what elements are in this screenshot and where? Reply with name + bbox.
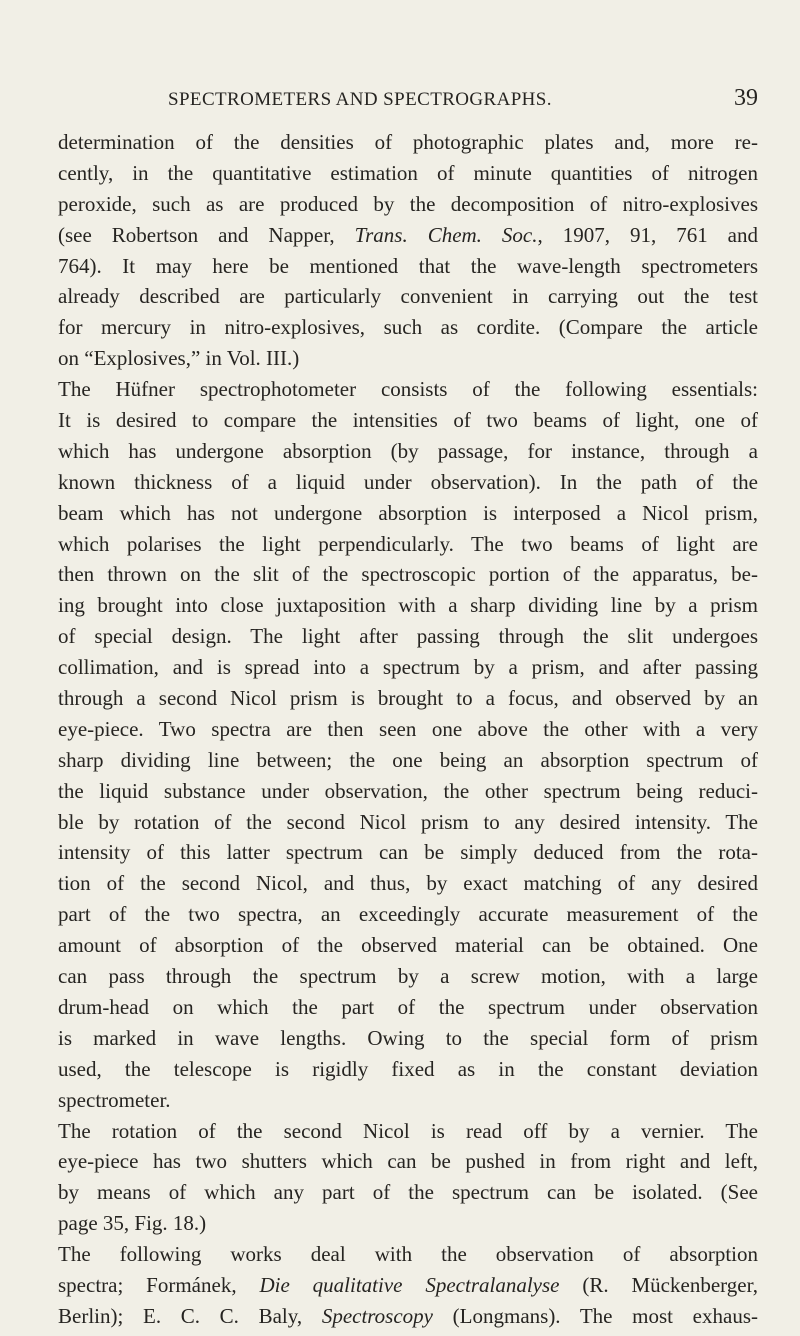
text-line — [58, 374, 758, 405]
italic-text: Trans. Chem. Soc. — [354, 222, 538, 247]
text-line — [58, 189, 758, 220]
text-segment: part of the two spectra, an exceedingly accurate measurement of the — [58, 902, 758, 927]
text-line — [58, 467, 758, 498]
text-line — [58, 1146, 758, 1177]
text-segment: Berlin); E. C. C. Baly, — [58, 1303, 322, 1328]
italic-text: Spectroscopy — [321, 1303, 433, 1328]
text-line — [58, 745, 758, 776]
text-line — [58, 1085, 758, 1116]
text-line — [58, 1023, 758, 1054]
text-segment: (R. Mückenberger, — [559, 1272, 758, 1297]
text-line — [58, 1208, 758, 1239]
text-segment: tion of the second Nicol, and thus, by exact matching of any desired — [58, 871, 758, 896]
text-line — [58, 559, 758, 590]
text-line — [58, 251, 758, 282]
text-segment: (see Robertson and Napper, — [58, 222, 355, 247]
text-line — [58, 621, 758, 652]
text-line — [58, 930, 758, 961]
text-segment: (Longmans). The most exhaus- — [433, 1303, 758, 1328]
text-line — [58, 590, 758, 621]
running-head: SPECTROMETERS AND SPECTROGRAPHS. — [168, 89, 552, 110]
text-segment: determination of the densities of photographic plates and, more re- — [58, 130, 758, 154]
text-segment: by means of which any part of the spectrum can be isolated. (See — [58, 1180, 758, 1205]
text-line — [58, 158, 758, 189]
text-line — [58, 1054, 758, 1085]
text-segment: for mercury in nitro-explosives, such as cordite. (Compare the article — [58, 315, 758, 340]
text-line — [58, 992, 758, 1023]
text-line — [58, 498, 758, 529]
text-segment: the liquid substance under observation, the other spectrum being reduci- — [58, 778, 758, 803]
text-segment: which polarises the light perpendicularly. The two beams of light are — [58, 531, 758, 556]
text-segment: intensity of this latter spectrum can be simply deduced from the rota- — [58, 840, 758, 865]
text-segment: ble by rotation of the second Nicol prism to any desired intensity. The — [58, 809, 758, 834]
text-segment: collimation, and is spread into a spectrum by a prism, and after passing — [58, 655, 758, 680]
text-line — [58, 1116, 758, 1147]
page-header — [58, 85, 758, 115]
text-line — [58, 1177, 758, 1208]
text-line — [58, 1239, 758, 1270]
text-line — [58, 683, 758, 714]
body-text — [58, 127, 758, 1332]
text-line — [58, 281, 758, 312]
text-segment: is marked in wave lengths. Owing to the special form of prism — [58, 1025, 758, 1050]
text-line — [58, 529, 758, 560]
text-segment: already described are particularly convenient in carrying out the test — [58, 284, 758, 309]
text-line — [58, 405, 758, 436]
text-segment: The Hüfner spectrophotometer consists of the following essentials: — [58, 377, 758, 402]
text-segment: The rotation of the second Nicol is read off by a vernier. The — [58, 1118, 758, 1143]
text-line — [58, 220, 758, 251]
text-line — [58, 1301, 758, 1332]
text-segment: It is desired to compare the intensities of two beams of light, one of — [58, 408, 758, 433]
text-segment: spectrometer. — [58, 1087, 171, 1112]
text-segment: known thickness of a liquid under observation). In the path of the — [58, 469, 758, 494]
text-line — [58, 1270, 758, 1301]
page-number: 39 — [734, 85, 758, 111]
text-segment: of special design. The light after passing through the slit undergoes — [58, 624, 758, 649]
text-segment: sharp dividing line between; the one being an absorption spectrum of — [58, 747, 758, 772]
text-line — [58, 714, 758, 745]
text-segment: , 1907, 91, 761 and — [537, 222, 758, 247]
text-line — [58, 899, 758, 930]
text-segment: eye-piece has two shutters which can be pushed in from right and left, — [58, 1149, 758, 1174]
text-segment: amount of absorption of the observed material can be obtained. One — [58, 933, 758, 958]
text-segment: 764). It may here be mentioned that the wave-length spectrometers — [58, 253, 758, 278]
text-segment: then thrown on the slit of the spectroscopic portion of the apparatus, be- — [58, 562, 758, 587]
text-segment: through a second Nicol prism is brought to a focus, and observed by an — [58, 686, 758, 711]
text-line — [58, 127, 758, 158]
text-segment: beam which has not undergone absorption is interposed a Nicol prism, — [58, 500, 758, 525]
text-segment: on “Explosives,” in Vol. III.) — [58, 346, 300, 371]
text-line — [58, 776, 758, 807]
text-line — [58, 807, 758, 838]
text-segment: used, the telescope is rigidly fixed as in the constant deviation — [58, 1056, 758, 1081]
text-line — [58, 837, 758, 868]
text-segment: ing brought into close juxtaposition with a sharp dividing line by a prism — [58, 593, 758, 618]
text-line — [58, 343, 758, 374]
text-line — [58, 868, 758, 899]
text-segment: can pass through the spectrum by a screw motion, with a large — [58, 964, 758, 989]
italic-text: Die qualitative Spectralanalyse — [259, 1272, 560, 1297]
text-segment: peroxide, such as are produced by the decomposition of nitro-explosives — [58, 191, 758, 216]
text-segment: cently, in the quantitative estimation of minute quantities of nitrogen — [58, 160, 758, 185]
text-line — [58, 652, 758, 683]
text-segment: The following works deal with the observation of absorption — [58, 1242, 758, 1267]
text-segment: drum-head on which the part of the spectrum under observation — [58, 994, 758, 1019]
text-line — [58, 961, 758, 992]
text-segment: page 35, Fig. 18.) — [58, 1211, 207, 1236]
text-segment: which has undergone absorption (by passage, for instance, through a — [58, 438, 758, 463]
text-segment: eye-piece. Two spectra are then seen one above the other with a very — [58, 716, 758, 741]
text-segment: spectra; Formánek, — [58, 1272, 260, 1297]
text-line — [58, 436, 758, 467]
text-line — [58, 312, 758, 343]
